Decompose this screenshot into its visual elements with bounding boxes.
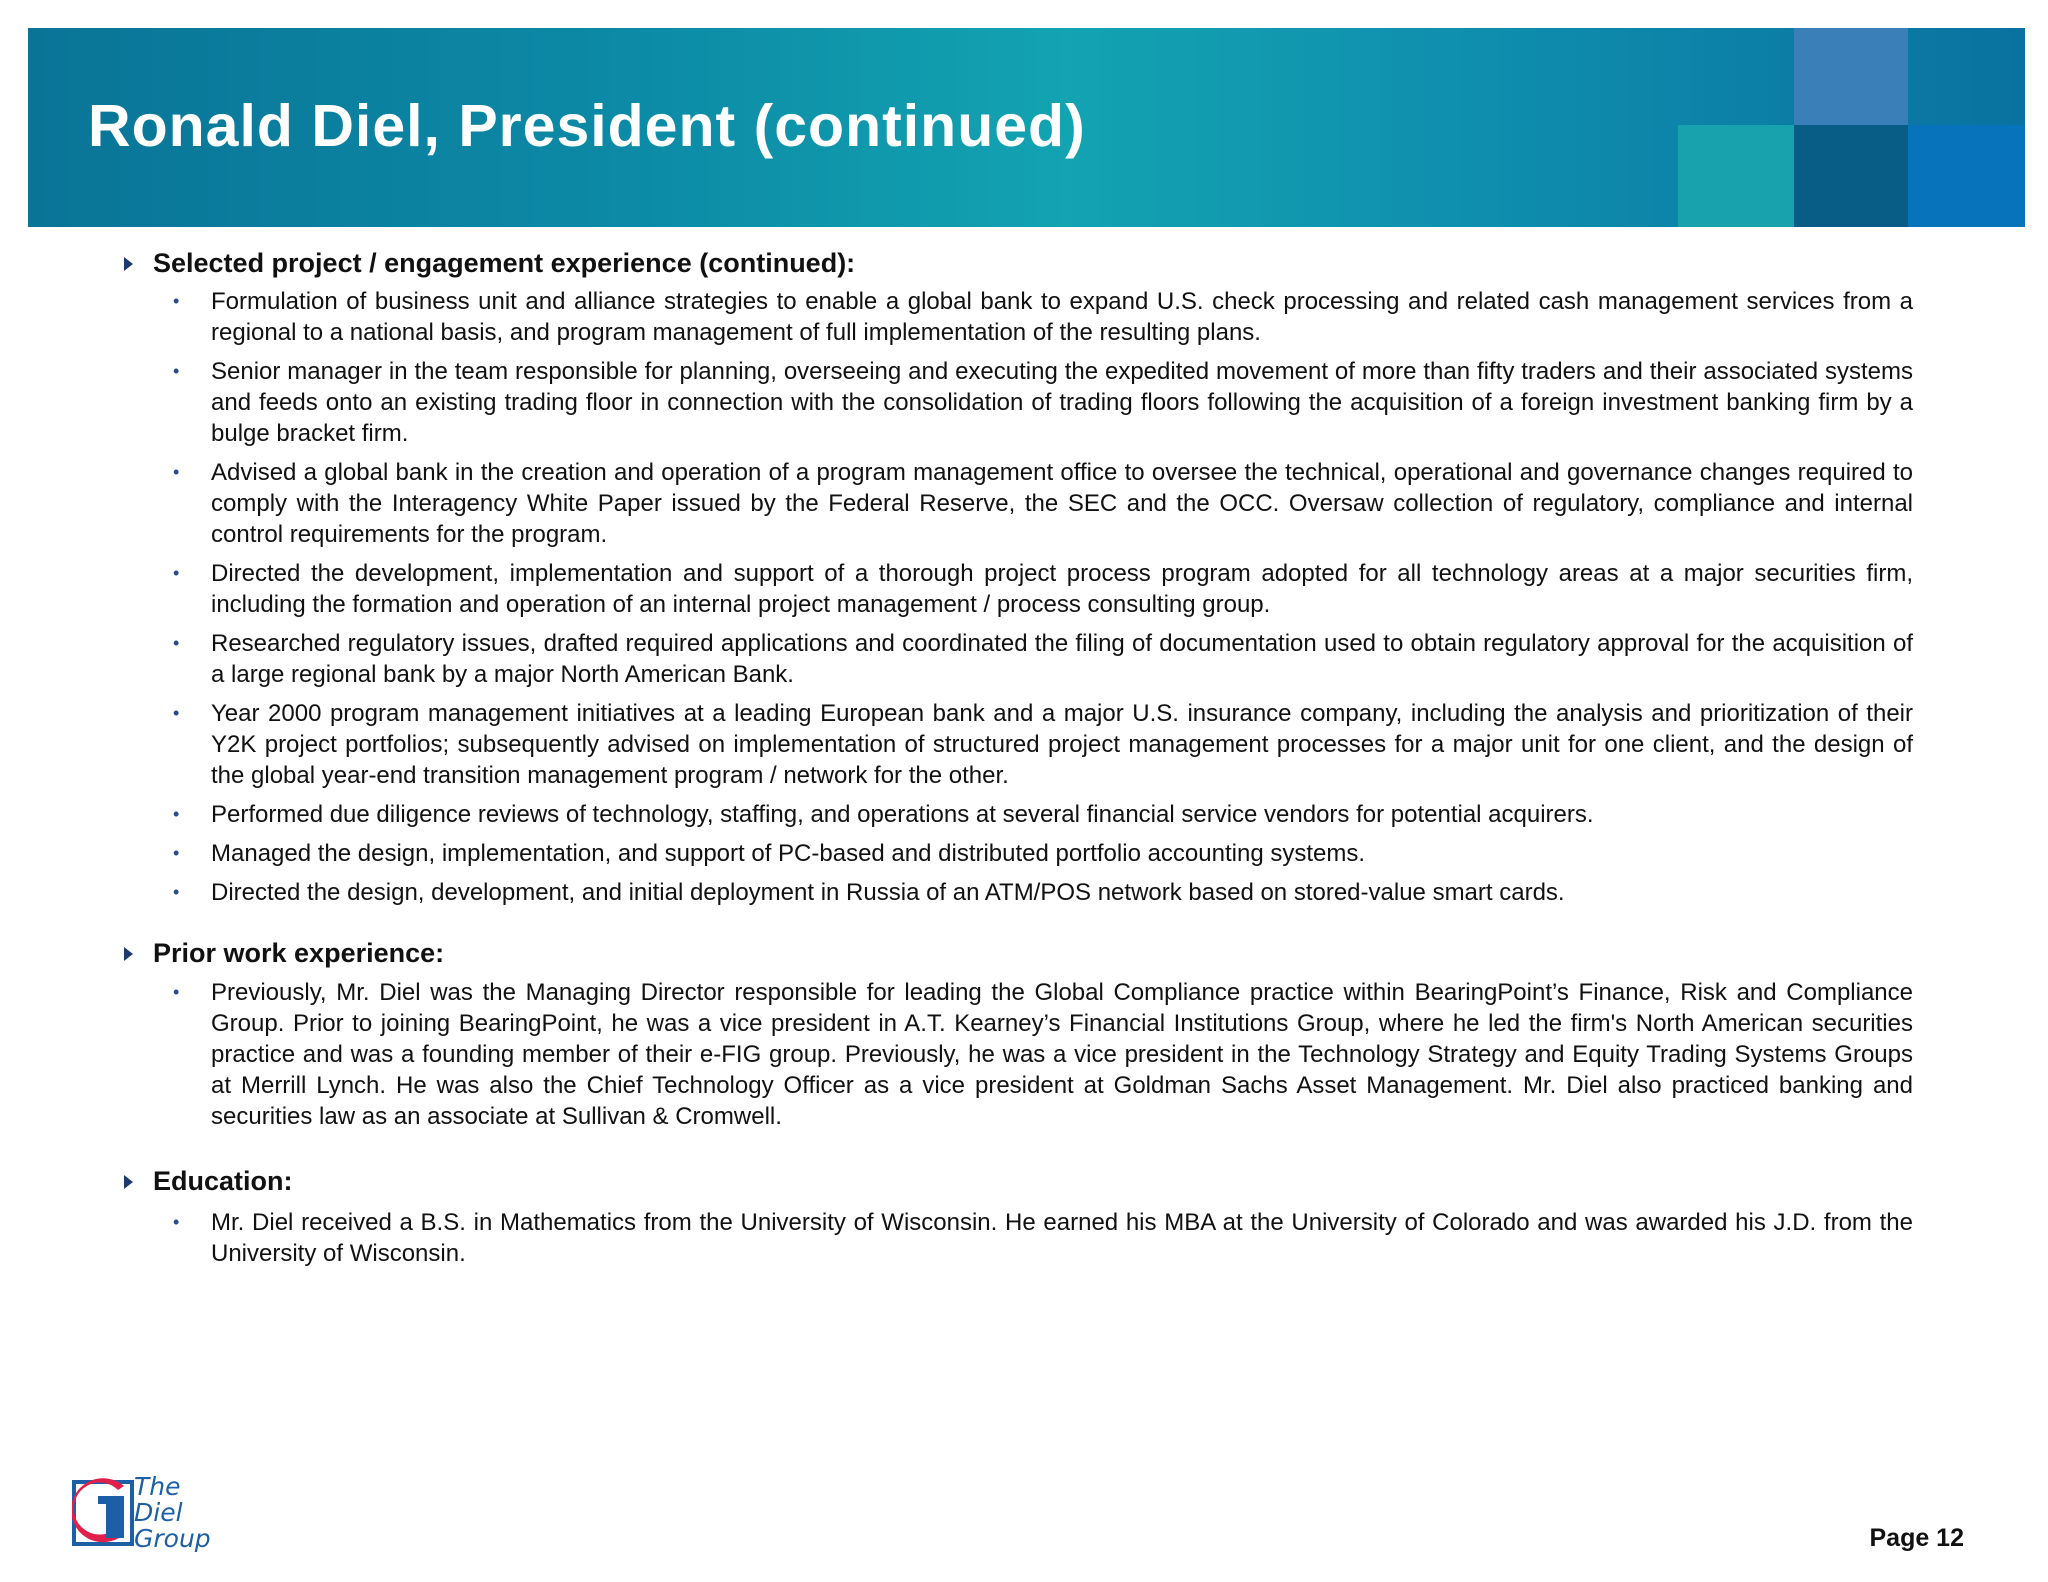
section-heading-label: Education: — [153, 1166, 293, 1196]
list-item: • Senior manager in the team responsible for planning, overseeing and executing the expedited movement of more than fifty traders and their associated systems and feeds onto an existing trading floor in connection with the consolidation of trading floors following the acquisition of a foreign investment banking firm by a bulge bracket firm. — [173, 358, 1913, 447]
list-item: • Managed the design, implementation, and support of PC-based and distributed portfolio accounting systems. — [173, 840, 1366, 867]
bullet-icon: • — [173, 361, 180, 381]
diel-group-logo — [72, 1472, 222, 1553]
list-item: • Previously, Mr. Diel was the Managing Director responsible for leading the Global Compliance practice within BearingPoint’s Finance, Risk and Compliance Group. Prior to joining BearingPoint, he was a vice president in A.T. Kearney’s Financial Institutions Group, where he led the firm's North American securities practice and was a founding member of their e-FIG group. Previously, he was a vice president in the Technology Strategy and Equity Trading Systems Groups at Merrill Lynch. He was also the Chief Technology Officer as a vice president at Goldman Sachs Asset Management. Mr. Diel also practiced banking and securities law as an associate at Sullivan & Cromwell. — [173, 979, 1913, 1130]
bullet-icon: • — [173, 982, 180, 1002]
bullet-icon: • — [173, 843, 180, 863]
list-item: • Directed the design, development, and initial deployment in Russia of an ATM/POS network based on stored-value smart cards. — [173, 879, 1565, 906]
page-number: Page 12 — [1869, 1524, 1964, 1552]
section-heading-prior-work — [124, 938, 444, 969]
logo-mark-icon — [72, 1476, 136, 1548]
section-heading-projects — [124, 248, 855, 279]
list-item: • Formulation of business unit and alliance strategies to enable a global bank to expand U.S. check processing and related cash management services from a regional to a national basis, and program management of full implementation of the resulting plans. — [173, 288, 1913, 346]
project-experience-list — [173, 286, 1913, 916]
list-item: • Advised a global bank in the creation and operation of a program management office to oversee the technical, operational and governance changes required to comply with the Interagency White Paper issued by the Federal Reserve, the SEC and the OCC. Oversaw collection of regulatory, compliance and internal control requirements for the program. — [173, 459, 1913, 548]
bullet-icon: • — [173, 633, 180, 653]
bullet-icon: • — [173, 291, 180, 311]
section-heading-label: Prior work experience: — [153, 938, 445, 968]
list-item: • Performed due diligence reviews of technology, staffing, and operations at several financial service vendors for potential acquirers. — [173, 801, 1594, 828]
bullet-icon: • — [173, 703, 180, 723]
page-title: Ronald Diel, President (continued) — [88, 93, 1086, 159]
bullet-icon: • — [173, 882, 180, 902]
decorative-square — [1794, 28, 1908, 125]
list-item: • Mr. Diel received a B.S. in Mathematics from the University of Wisconsin. He earned his MBA at the University of Colorado and was awarded his J.D. from the University of Wisconsin. — [173, 1209, 1913, 1267]
triangle-arrow-icon — [124, 947, 133, 961]
decorative-square — [1908, 125, 2025, 227]
bullet-icon: • — [173, 1212, 180, 1232]
list-item: • Researched regulatory issues, drafted required applications and coordinated the filing of documentation used to obtain regulatory approval for the acquisition of a large regional bank by a major North American Bank. — [173, 630, 1913, 688]
section-heading-label: Selected project / engagement experience (continued): — [153, 248, 856, 278]
bullet-icon: • — [173, 804, 180, 824]
triangle-arrow-icon — [124, 1175, 133, 1189]
section-heading-education — [124, 1166, 293, 1197]
bullet-icon: • — [173, 563, 180, 583]
list-item: • Year 2000 program management initiatives at a leading European bank and a major U.S. insurance company, including the analysis and prioritization of their Y2K project portfolios; subsequently advised on implementation of structured project management processes for a major unit for one client, and the design of the global year-end transition management program / network for the other. — [173, 700, 1913, 789]
decorative-square — [1678, 125, 1794, 227]
education-list — [173, 1207, 1913, 1277]
list-item: • Directed the development, implementation and support of a thorough project process program adopted for all technology areas at a major securities firm, including the formation and operation of an internal project management / process consulting group. — [173, 560, 1913, 618]
decorative-square — [1794, 125, 1908, 227]
triangle-arrow-icon — [124, 257, 133, 271]
header-banner — [28, 28, 2025, 227]
prior-work-list — [173, 977, 1913, 1140]
logo-wordmark: The Diel Group — [134, 1472, 211, 1553]
bullet-icon: • — [173, 462, 180, 482]
